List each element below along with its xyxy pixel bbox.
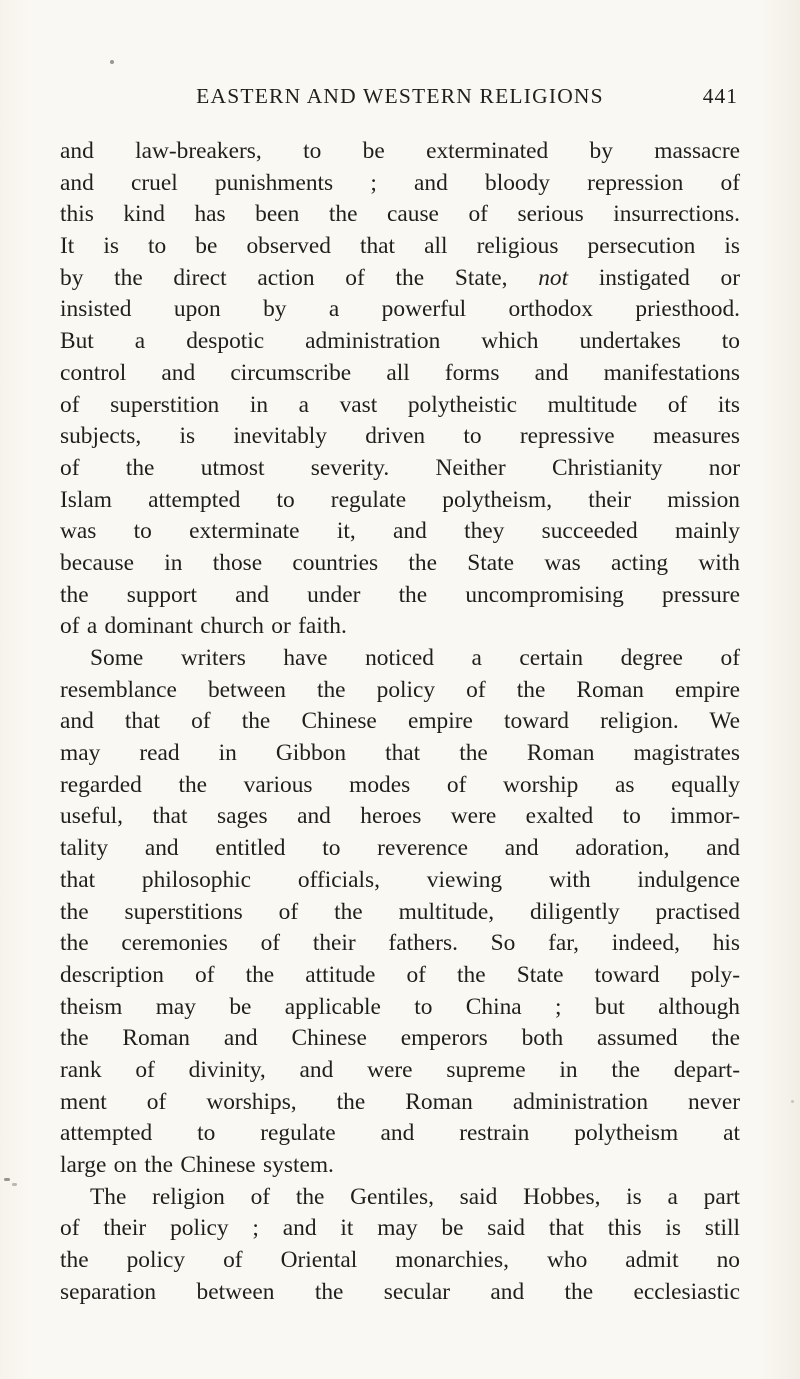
text-line: and that of the Chinese empire toward religion. We [60,708,740,735]
paragraph [60,643,740,1182]
text-line: But a despotic administration which undertakes to [60,328,740,355]
scan-speck-icon [4,1178,10,1181]
running-header [60,84,740,116]
text-line: attempted to regulate and restrain polytheism at [60,1120,740,1147]
page-body [60,136,740,1308]
text-line: regarded the various modes of worship as equally [60,771,740,798]
text-line: theism may be applicable to China ; but although [60,993,740,1020]
text-line: of the utmost severity. Neither Christianity nor [60,454,740,481]
text-line: of superstition in a vast polytheistic multitude of its [60,391,740,418]
text-line: resemblance between the policy of the Roman empire [60,676,740,703]
text-line: description of the attitude of the State toward poly- [60,961,740,988]
text-line: It is to be observed that all religious persecution is [60,233,740,260]
text-line: of a dominant church or faith. [60,613,347,640]
text-line: of their policy ; and it may be said that this is still [60,1215,740,1242]
text-line: large on the Chinese system. [60,1152,334,1178]
text-line: subjects, is inevitably driven to repressive measures [60,423,740,450]
text-line: separation between the secular and the ecclesiastic [60,1278,740,1305]
text-line: because in those countries the State was acting with [60,549,740,576]
text-line: the superstitions of the multitude, diligently practised [60,898,740,925]
text-line: The religion of the Gentiles, said Hobbes, is a part [90,1183,740,1210]
scan-speck-icon [12,1183,17,1186]
text-line: that philosophic officials, viewing with indulgence [60,866,740,893]
text-line: and law-breakers, to be exterminated by massacre [60,138,740,164]
text-line: insisted upon by a powerful orthodox priesthood. [60,296,740,323]
text-line: this kind has been the cause of serious insurrections. [60,201,740,228]
header-title: EASTERN AND WESTERN RELIGIONS [196,84,604,108]
text-line: Some writers have noticed a certain degree of [90,645,740,671]
text-line: Islam attempted to regulate polytheism, their mission [60,486,740,513]
text-line: the ceremonies of their fathers. So far, indeed, his [60,930,740,957]
page-number: 441 [702,84,738,108]
text-line: control and circumscribe all forms and manifestations [60,359,740,386]
text-line: the support and under the uncompromising pressure [60,581,740,608]
text-line: and cruel punishments ; and bloody repression of [60,169,740,196]
text-line: by the direct action of the State, not instigated or [60,264,740,291]
text-line: may read in Gibbon that the Roman magistrates [60,740,740,767]
scan-speck-icon [110,60,114,64]
text-line: ment of worships, the Roman administration never [60,1088,740,1115]
text-line: the policy of Oriental monarchies, who admit no [60,1247,740,1274]
text-line: useful, that sages and heroes were exalted to immor- [60,803,740,830]
scan-speck-icon [791,1100,794,1103]
text-line: the Roman and Chinese emperors both assumed the [60,1025,740,1052]
text-line: rank of divinity, and were supreme in the depart- [60,1056,740,1083]
paragraph [60,136,740,643]
paragraph [60,1182,740,1309]
text-line: was to exterminate it, and they succeeded mainly [60,518,740,545]
text-line: tality and entitled to reverence and adoration, and [60,835,740,862]
